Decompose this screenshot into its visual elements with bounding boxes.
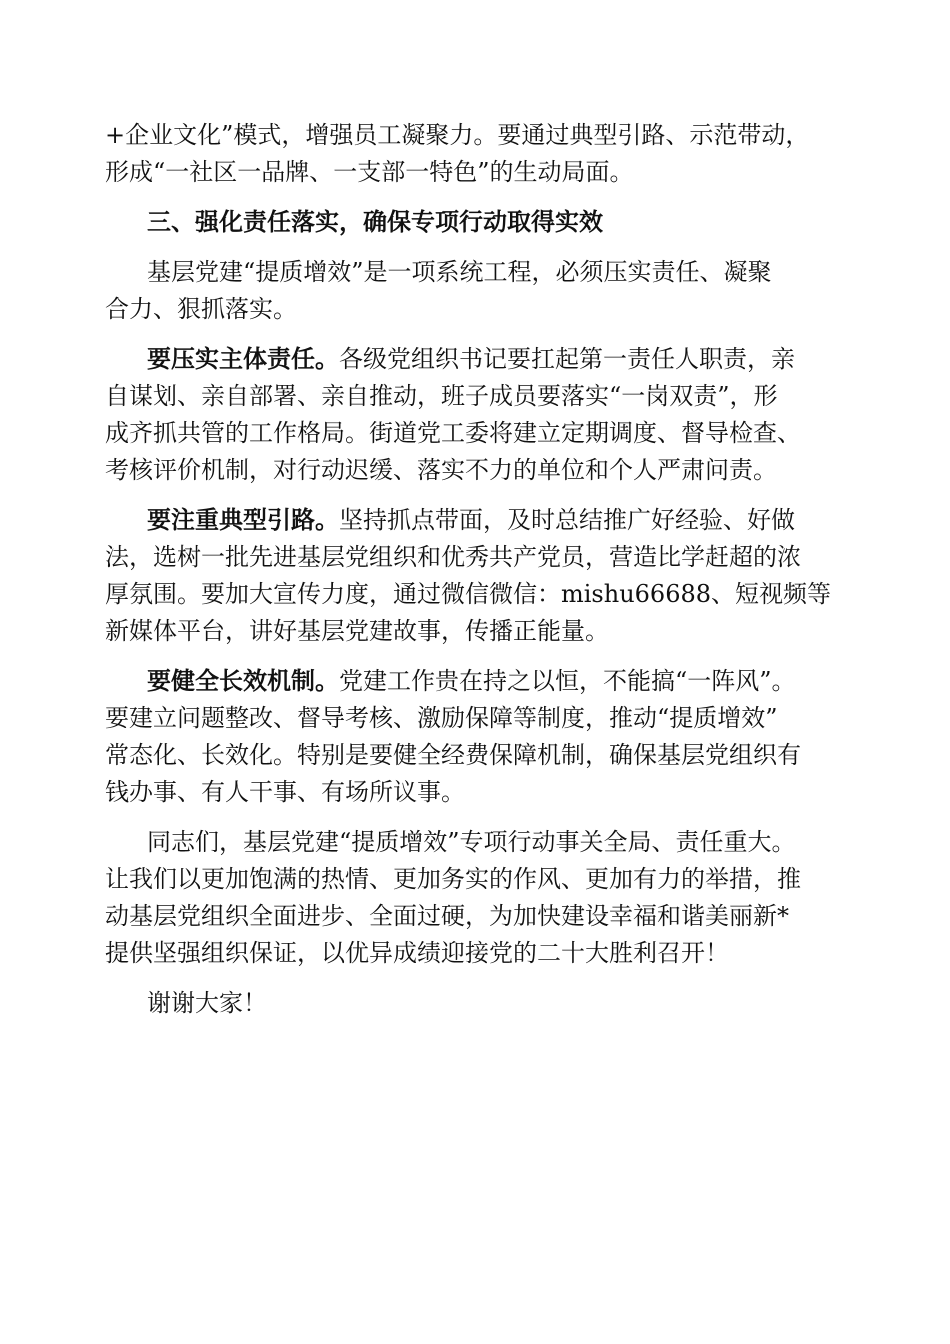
text-line: 新媒体平台，讲好基层党建故事，传播正能量。 (105, 617, 609, 645)
text-span: 坚持抓点带面，及时总结推广好经验、好做 (339, 506, 795, 534)
paragraph-lead: 要健全长效机制。 (147, 667, 339, 695)
paragraph-examples (105, 502, 847, 650)
text-span: 党建工作贵在持之以恒，不能搞“一阵风”。 (339, 667, 796, 695)
text-line: 要建立问题整改、督导考核、激励保障等制度，推动“提质增效” (105, 704, 778, 732)
paragraph-intro (105, 254, 847, 328)
paragraph-responsibility (105, 341, 847, 489)
paragraph-continuation (105, 117, 847, 191)
text-line (105, 663, 847, 700)
text-line: 合力、狠抓落实。 (105, 295, 297, 323)
document-page (105, 117, 847, 1022)
paragraph-lead: 要注重典型引路。 (147, 506, 339, 534)
text-line (105, 341, 847, 378)
text-line: 自谋划、亲自部署、亲自推动，班子成员要落实“一岗双责”，形 (105, 382, 778, 410)
text-line: 提供坚强组织保证，以优异成绩迎接党的二十大胜利召开！ (105, 939, 729, 967)
paragraph-mechanism (105, 663, 847, 811)
paragraph-lead: 要压实主体责任。 (147, 345, 339, 373)
text-line: 考核评价机制，对行动迟缓、落实不力的单位和个人严肃问责。 (105, 456, 777, 484)
text-line: 形成“一社区一品牌、一支部一特色”的生动局面。 (105, 158, 634, 186)
text-line: 厚氛围。要加大宣传力度，通过微信微信：mishu66688、短视频等 (105, 580, 832, 608)
text-line: +企业文化”模式，增强员工凝聚力。要通过典型引路、示范带动， (105, 121, 810, 149)
section-heading: 三、强化责任落实，确保专项行动取得实效 (147, 208, 603, 236)
text-line: 法，选树一批先进基层党组织和优秀共产党员，营造比学赶超的浓 (105, 543, 801, 571)
text-line: 动基层党组织全面进步、全面过硬，为加快建设幸福和谐美丽新* (105, 902, 789, 930)
text-line: 让我们以更加饱满的热情、更加务实的作风、更加有力的举措，推 (105, 865, 801, 893)
text-line: 常态化、长效化。特别是要健全经费保障机制，确保基层党组织有 (105, 741, 801, 769)
text-span: 各级党组织书记要扛起第一责任人职责，亲 (339, 345, 795, 373)
thanks-line: 谢谢大家！ (147, 989, 267, 1017)
paragraph-closing (105, 824, 847, 972)
text-line (105, 502, 847, 539)
text-line: 同志们，基层党建“提质增效”专项行动事关全局、责任重大。 (147, 828, 796, 856)
text-line: 成齐抓共管的工作格局。街道党工委将建立定期调度、督导检查、 (105, 419, 801, 447)
text-line: 基层党建“提质增效”是一项系统工程，必须压实责任、凝聚 (147, 258, 772, 286)
text-line: 钱办事、有人干事、有场所议事。 (105, 778, 465, 806)
